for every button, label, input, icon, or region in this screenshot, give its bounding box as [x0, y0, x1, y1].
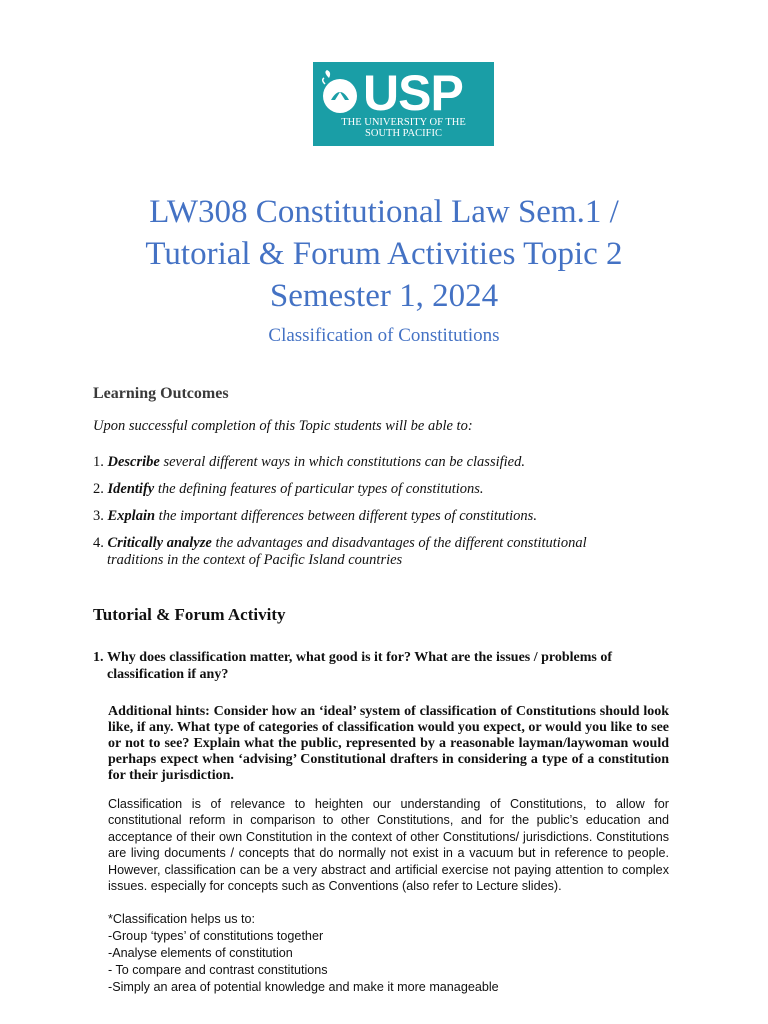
question-text: Why does classification matter, what good is it for? What are the issues / problems of classification if any? [107, 650, 613, 682]
learning-outcomes-intro: Upon successful completion of this Topic students will be able to: [93, 418, 473, 434]
usp-seal-icon [319, 70, 359, 116]
answer-paragraph: Classification is of relevance to heighten our understanding of Constitutions, to allow for constitutional reform in comparison to other Constitutions, and for the public’s education and acceptance of their own Constitution in the context of other Constitutions/ jurisdictions. Constitutions are living documents / concepts that do normally not exist in a vacuum but in reference to people. However, classification can be a very abstract and artificial exercise not paying attention to complex issues. especially for concepts such as Conventions (also refer to Lecture slides). [108, 797, 669, 894]
outcome-number: 3. [93, 508, 104, 524]
tutorial-heading: Tutorial & Forum Activity [93, 605, 286, 624]
outcome-verb: Identify [107, 481, 155, 497]
outcome-item [93, 508, 653, 525]
outcome-number: 4. [93, 535, 104, 551]
logo-university-line1: THE UNIVERSITY OF THE [341, 117, 466, 128]
document-subtitle: Classification of Constitutions [268, 325, 500, 346]
outcome-number: 1. [93, 454, 104, 470]
outcome-text: the advantages and disadvantages of the different constitutional [211, 535, 587, 551]
outcome-item [93, 481, 653, 498]
list-item: *Classification helps us to: [108, 912, 255, 926]
logo-university-line2: SOUTH PACIFIC [365, 128, 442, 139]
logo-acronym: USP [363, 65, 463, 121]
question-number: 1. [93, 650, 104, 665]
outcome-verb: Describe [107, 454, 160, 470]
outcome-item [93, 454, 653, 471]
outcome-text: the important differences between different types of constitutions. [155, 508, 537, 524]
document-title-line3: Semester 1, 2024 [269, 278, 499, 314]
classification-list [108, 911, 669, 996]
outcome-item [93, 535, 653, 569]
usp-logo [313, 62, 494, 146]
outcome-number: 2. [93, 481, 104, 497]
list-item: -Group ‘types’ of constitutions together [108, 929, 324, 943]
document-title-line2: Tutorial & Forum Activities Topic 2 [145, 236, 623, 272]
outcome-text: several different ways in which constitutions can be classified. [159, 454, 525, 470]
list-item: -Simply an area of potential knowledge and make it more manageable [108, 980, 499, 994]
list-item: - To compare and contrast constitutions [108, 963, 328, 977]
additional-hints: Additional hints: Consider how an ‘ideal’ system of classification of Constitutions should look like, if any. What type of categories of classification would you expect, or would you like to see or not to see? Explain what the public, represented by a reasonable layman/laywoman would perhaps expect when ‘advising’ Constitutional drafters in considering a type of a constitution for their jurisdiction. [108, 704, 669, 783]
outcome-verb: Critically analyze [107, 535, 212, 551]
outcome-verb: Explain [107, 508, 156, 524]
question-item [93, 650, 669, 683]
list-item: -Analyse elements of constitution [108, 946, 293, 960]
learning-outcomes-heading: Learning Outcomes [93, 385, 229, 402]
outcome-text-continued: traditions in the context of Pacific Island countries [107, 552, 403, 568]
document-title-line1: LW308 Constitutional Law Sem.1 / [149, 194, 619, 230]
outcome-text: the defining features of particular types of constitutions. [154, 481, 484, 497]
